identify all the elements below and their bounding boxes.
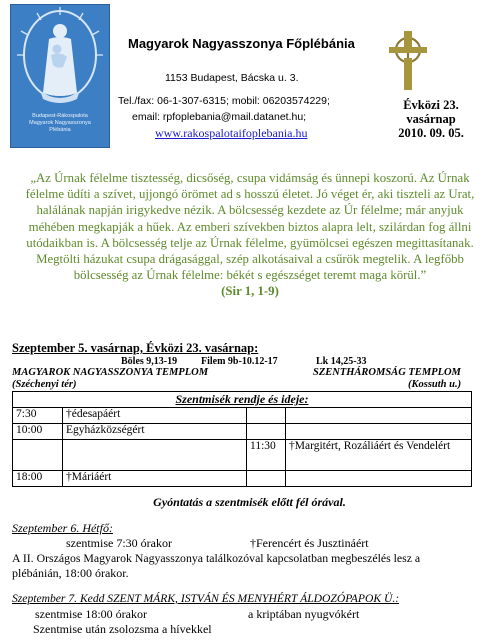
logo-line: Magyarok Nagyasszonya xyxy=(29,120,91,126)
sunday-info xyxy=(375,98,487,140)
mass-intention: †Máriáért xyxy=(63,471,247,487)
mass-time: 11:30 xyxy=(247,440,286,471)
table-header: Szentmisék rendje és ideje: xyxy=(13,392,472,408)
sunday-title: Évközi 23. xyxy=(403,98,459,112)
mass-intention xyxy=(63,440,247,471)
mass-time xyxy=(247,471,286,487)
sunday-subtitle: vasárnap xyxy=(406,112,456,126)
reading-3: Lk 14,25-33 xyxy=(316,356,367,367)
mass-intention: Egyházközségért xyxy=(63,424,247,440)
parish-logo xyxy=(10,4,110,148)
mass-time xyxy=(247,408,286,424)
reading-2: Filem 9b-10.12-17 xyxy=(201,356,278,367)
day-note: A II. Országos Magyarok Nagyasszonya találkozóval kapcsolatban megbeszélés lesz a xyxy=(12,551,421,565)
sunday-date: 2010. 09. 05. xyxy=(398,126,464,140)
table-row xyxy=(13,471,472,487)
mass-time: 18:00 xyxy=(13,471,63,487)
mass-time xyxy=(247,424,286,440)
church-left: MAGYAROK NAGYASSZONYA TEMPLOM xyxy=(12,367,209,378)
phone: Tel./fax: 06-1-307-6315; mobil: 06203574229; xyxy=(118,95,330,107)
day-note: plébánián, 18:00 órakor. xyxy=(12,566,129,580)
mass-time: 10:00 xyxy=(13,424,63,440)
day-intention: a kriptában nyugvókért xyxy=(248,607,360,621)
quote-text: „Az Úrnak félelme tisztesség, dicsőség, csupa vidámság és ünnepi koszorú. Az Úrnak félelme üdíti a szívet, ujjongó örömet ad s hosszú életet. Jó véget ér, aki tiszteli az Urat, halálának napján irigykedve nézik. A bölcsesség kezdete az Úr félelme; már anyjuk méhében megkapják a hűek. Az emberi szívekben biztos alapra lelt, szilárdan fog állni utódaikban is. A bölcsesség telje az Úrnak félelme, gyümölcsei egészen megittasítanak. Megtölti házukat csupa drágasággal, szép alkotásaival a csűrök megtelik. A legfőbb bölcsesség az Úrnak félelme: békét s egészséget teremt maga körül.” xyxy=(25,171,475,283)
day-heading: Szeptember 6. Hétfő: xyxy=(12,521,113,535)
day-mass: szentmise 18:00 órakor xyxy=(35,607,147,621)
church-right: SZENTHÁROMSÁG TEMPLOM xyxy=(313,367,461,378)
mass-intention xyxy=(286,471,472,487)
mass-intention: †édesapáért xyxy=(63,408,247,424)
celtic-cross-icon xyxy=(385,28,431,92)
mass-intention xyxy=(286,424,472,440)
table-row xyxy=(13,440,472,471)
quote-reference: (Sir 1, 1-9) xyxy=(221,284,279,299)
mass-schedule-table xyxy=(12,391,472,487)
day-intention: †Ferencért és Jusztináért xyxy=(250,536,369,550)
parish-name: Magyarok Nagyasszonya Főplébánia xyxy=(128,36,355,51)
table-row xyxy=(13,424,472,440)
website-link[interactable]: www.rakospalotaifoplebania.hu xyxy=(155,126,308,140)
day-mass: szentmise 7:30 órakor xyxy=(66,536,172,550)
church-left-location: (Széchenyi tér) xyxy=(12,379,77,390)
table-row xyxy=(13,408,472,424)
email: email: rpfoplebania@mail.datanet.hu; xyxy=(132,111,307,123)
address: 1153 Budapest, Bácska u. 3. xyxy=(165,72,299,84)
logo-line: Budapest-Rákospalota xyxy=(32,113,88,119)
church-right-location: (Kossuth u.) xyxy=(408,379,462,390)
day-heading: Szeptember 7. Kedd SZENT MÁRK, ISTVÁN ÉS MENYHÉRT ÁLDOZÓPAPOK Ü.: xyxy=(12,592,400,605)
confession-note: Gyóntatás a szentmisék előtt fél órával. xyxy=(153,495,346,509)
reading-1: Böles 9,13-19 xyxy=(121,356,178,367)
schedule-title: Szeptember 5. vasárnap, Évközi 23. vasárnap: xyxy=(12,341,259,355)
mass-intention: †Margitért, Rozáliáért és Vendelért xyxy=(286,440,472,471)
mass-intention xyxy=(286,408,472,424)
mass-time xyxy=(13,440,63,471)
day-note: Szentmise után zsolozsma a hívekkel xyxy=(33,622,212,636)
logo-line: Plébánia xyxy=(49,127,71,133)
mass-time: 7:30 xyxy=(13,408,63,424)
scripture-quote xyxy=(22,170,478,300)
